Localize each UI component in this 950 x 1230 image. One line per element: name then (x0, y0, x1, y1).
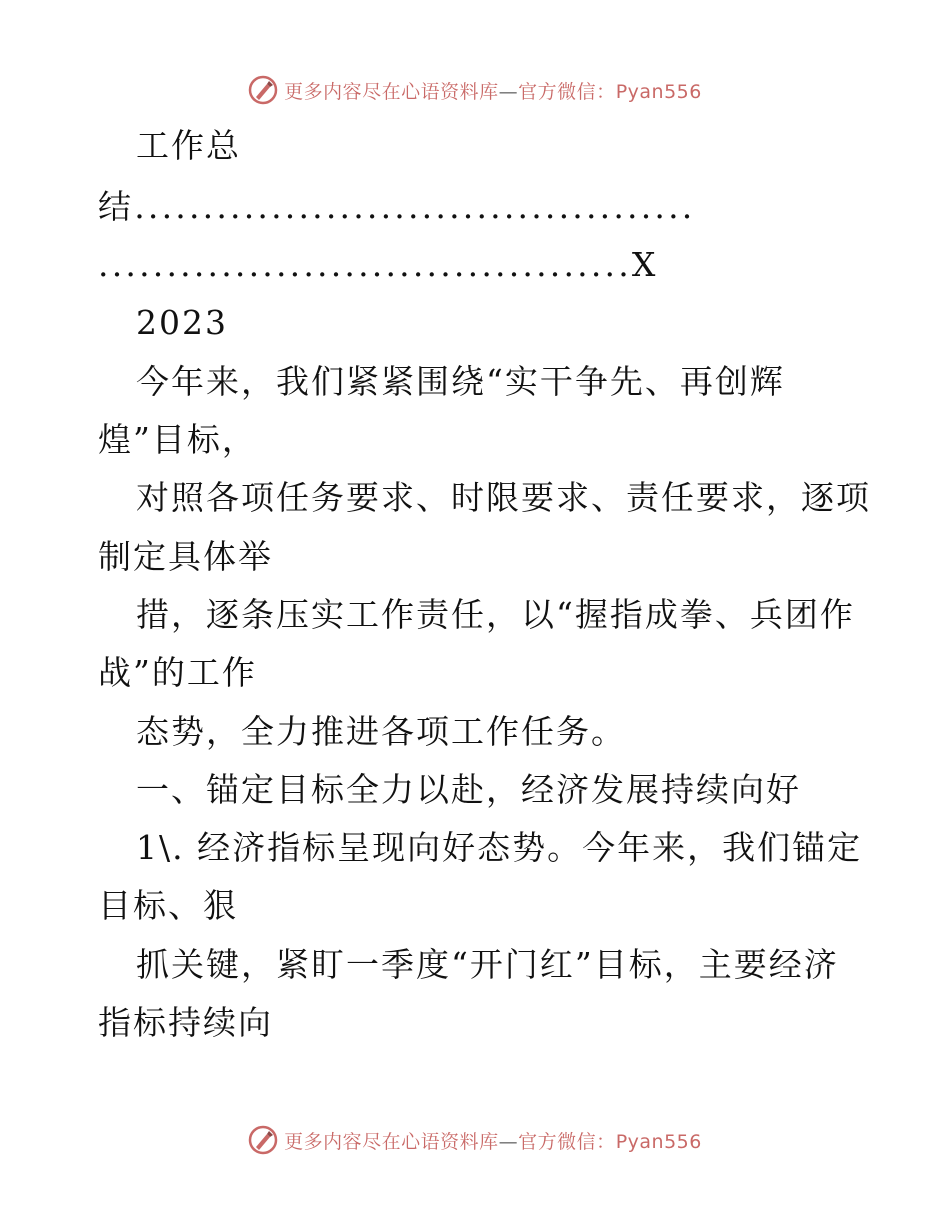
title-line-1: 工作总 (136, 126, 241, 165)
watermark-dash: — (498, 80, 519, 103)
title-line-3: .......................................X (98, 245, 659, 284)
watermark-account: Pyan556 (615, 1130, 702, 1153)
paragraph-line: 态势，全力推进各项工作任务。 (136, 712, 626, 751)
footer-watermark (0, 1120, 950, 1160)
paragraph-line: 煌”目标， (98, 420, 257, 459)
paragraph-line: 对照各项任务要求、时限要求、责任要求，逐项 (136, 478, 871, 517)
paragraph-line: 制定具体举 (98, 537, 273, 576)
paragraph-line: 措，逐条压实工作责任，以“握指成拳、兵团作 (136, 595, 855, 634)
paragraph-line: 目标、狠 (98, 886, 238, 925)
watermark-title: 更多内容尽在心语资料库 (284, 80, 499, 103)
watermark-title: 更多内容尽在心语资料库 (284, 1130, 499, 1153)
watermark-label: 官方微信： (518, 80, 616, 103)
watermark-dash: — (498, 1130, 519, 1153)
watermark-label: 官方微信： (518, 1130, 616, 1153)
paragraph-line: 抓关键，紧盯一季度“开门红”目标，主要经济 (136, 945, 839, 984)
paragraph-line: 今年来，我们紧紧围绕“实干争先、再创辉 (136, 362, 785, 401)
watermark-text (284, 1127, 702, 1154)
watermark-account: Pyan556 (615, 80, 702, 103)
pen-logo-icon (248, 1125, 278, 1155)
paragraph-line: 指标持续向 (98, 1003, 273, 1042)
title-line-2: 结......................................... (98, 187, 696, 226)
year-line: 2023 (136, 303, 228, 342)
paragraph-line: 战”的工作 (98, 653, 257, 692)
paragraph-line: 1\. 经济指标呈现向好态势。今年来，我们锚定 (136, 828, 863, 867)
section-heading: 一、锚定目标全力以赴，经济发展持续向好 (136, 770, 801, 809)
